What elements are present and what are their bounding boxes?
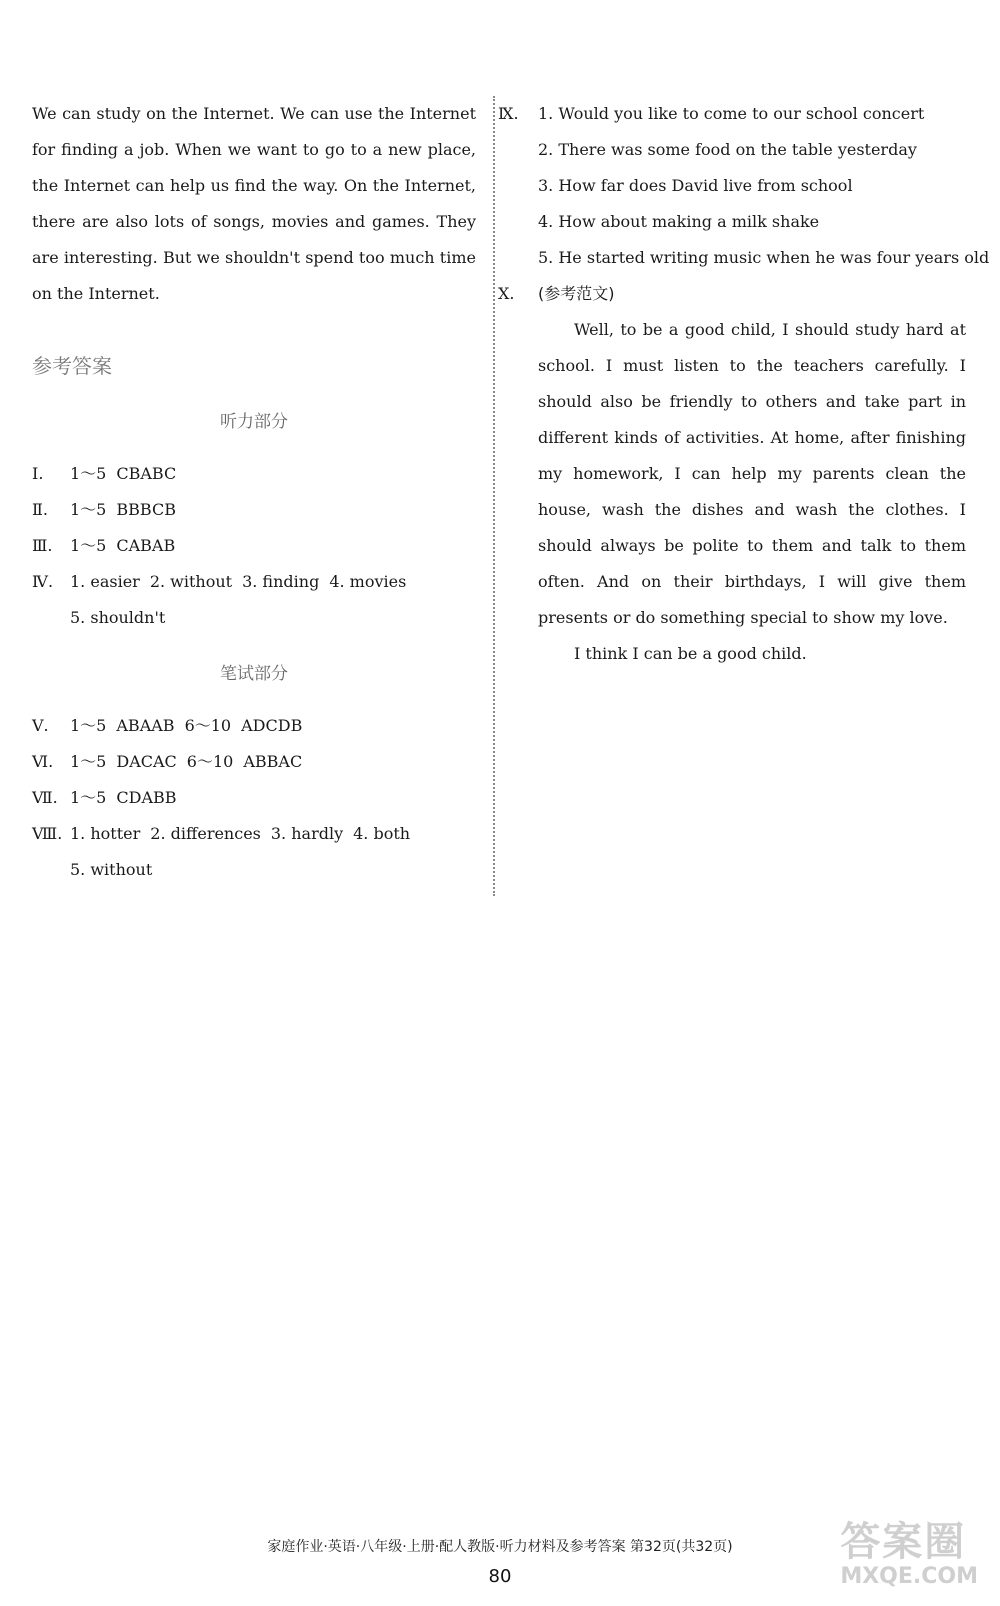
section-x-header (498, 276, 966, 312)
answer-row-4-cont: 5. shouldn't (70, 608, 166, 627)
written-heading: 笔试部分 (220, 664, 288, 684)
ix-item: 1. Would you like to come to our school concert (538, 104, 925, 123)
essay-paragraph-2: I think I can be a good child. (574, 644, 807, 663)
answers-heading: 参考答案 (32, 354, 112, 378)
answer-row-1: Ⅰ. 1～5 CBABC (32, 464, 177, 483)
left-column (32, 96, 476, 888)
ix-item: 4. How about making a milk shake (538, 212, 820, 231)
x-label: (参考范文) (538, 284, 615, 303)
ix-number: Ⅸ. (498, 104, 519, 123)
essay-paragraph-1: Well, to be a good child, I should study hard at school. I must listen to the teachers carefully. I should also be friendly to others and take part in different kinds of activities. At home, after finishing my homework, I can help my parents clean the house, wash the dishes and wash the clothes. I should always be polite to them and talk to them often. And on their birthdays, I will give them presents or do something special to show my love. (538, 320, 966, 627)
answer-row-6: Ⅵ. 1～5 DACAC 6～10 ABBAC (32, 752, 303, 771)
section-ix (498, 96, 990, 276)
answer-row-8-cont: 5. without (70, 860, 153, 879)
written-answers (32, 708, 476, 888)
listening-answers (32, 456, 476, 636)
answer-row-4: Ⅳ. 1. easier 2. without 3. finding 4. movies (32, 572, 407, 591)
answer-row-3: Ⅲ. 1～5 CABAB (32, 536, 176, 555)
page-footer: 家庭作业·英语·八年级·上册·配人教版·听力材料及参考答案 第32页(共32页) (267, 1539, 733, 1555)
ix-item: 5. He started writing music when he was four years old (538, 248, 990, 267)
right-column (498, 96, 990, 672)
answer-row-8: Ⅷ. 1. hotter 2. differences 3. hardly 4. both (32, 824, 411, 843)
page-number: 80 (488, 1566, 512, 1587)
watermark-small: MXQE.COM (840, 1564, 978, 1589)
watermark-big: 答案圈 (840, 1519, 967, 1565)
watermark-logo (840, 1520, 978, 1590)
ix-item: 3. How far does David live from school (538, 176, 853, 195)
answer-row-2: Ⅱ. 1～5 BBBCB (32, 500, 176, 519)
ix-first-row (498, 96, 966, 132)
column-divider (493, 96, 495, 896)
intro-paragraph: We can study on the Internet. We can use the Internet for finding a job. When we want to go to a new place, the Internet can help us find the way. On the Internet, there are also lots of songs, movies and games. They are interesting. But we shouldn't spend too much time on the Internet. (32, 104, 476, 303)
ix-item: 2. There was some food on the table yesterday (538, 140, 917, 159)
x-number: Ⅹ. (498, 284, 515, 303)
listening-heading: 听力部分 (220, 412, 288, 432)
answer-row-5: Ⅴ. 1～5 ABAAB 6～10 ADCDB (32, 716, 303, 735)
answer-row-7: Ⅶ. 1～5 CDABB (32, 788, 177, 807)
